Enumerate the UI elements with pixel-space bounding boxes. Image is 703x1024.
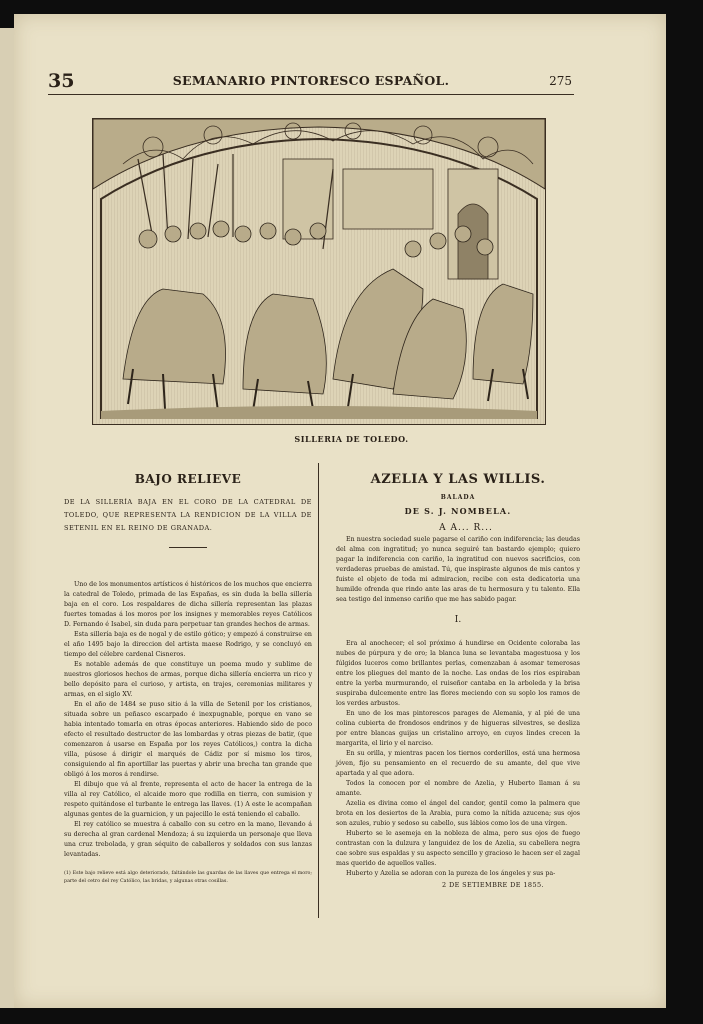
previous-page-edge xyxy=(0,28,14,1008)
engraving-illustration xyxy=(92,118,546,425)
engraving-drawing xyxy=(93,119,545,424)
paragraph: En el año de 1484 se puso sitio á la villa de Setenil por los cristianos, situada sobre un peñasco escarpado é inexpugnable, porque en vano se habia intentado tomarla en otras épocas anteriores. Habiendo sido de poco efecto el resultado destructor de las lombardas y otras piezas de batir, (que comenzaron á usarse en España por los reyes Católicos,) contra la dicha villa, púsose á dirigir el marqués de Cádiz por sí mismo los tiros, consiguiendo al fin aportillar las puertas y abrir una brecha tan grande que obligó á los moros á rendirse. xyxy=(64,701,312,778)
paragraph: Era al anochecer; el sol próximo á hundirse en Ocidente coloraba las nubes de púrpura y de oro; la blanca luna se levantaba magestuosa y los fúlgidos luceros como brillantes perlas, comenzaban á asomar temerosas entre los pliegues del manto de la noche. Las ondas de los rios espiraban entre la yerba murmurando, el ruiseñor cantaba en la arboleda y la brisa suspiraba dulcemente entre las flores meciendo con su soplo los ramos de los verdes arbustos. xyxy=(336,640,580,707)
right-column xyxy=(336,472,580,889)
page-number: 275 xyxy=(549,74,572,88)
column-divider xyxy=(318,463,319,918)
paragraph: Es notable además de que constituye un poema mudo y sublime de nuestros gloriosos hechos de armas, porque dicha sillería encierra un rico y bello depósito para el curioso, y artista, en trajes, ceremonias militares y armas, en el siglo XV. xyxy=(64,661,312,698)
left-article-title: BAJO RELIEVE xyxy=(134,472,242,486)
short-rule xyxy=(169,547,207,548)
dedication-paragraph: En nuestra sociedad suele pagarse el cariño con indiferencia; las deudas del alma con ingratitud; yo nunca seguiré tan bastardo ejemplo; quiero pagar la indiferencia con cariño, la ingratitud con nuevos sacrificios, con verdaderas pruebas de amistad. Tú, que inspiraste algunos de mis cantos y fuiste el objeto de toda mi admiracion, recibe con esta dedicatoria una humilde ofrenda que rindo ante las aras de tu hermosura y tu talento. Ella sea testigo del inmenso cariño que me has sabido pagar. xyxy=(336,536,580,603)
paragraph: Todos la conocen por el nombre de Azelia, y Huberto llaman á su amante. xyxy=(336,780,580,797)
issue-number: 35 xyxy=(48,70,75,92)
illustration-caption: SILLERIA DE TOLEDO. xyxy=(294,434,409,444)
paragraph: El dibujo que vá al frente, representa el acto de hacer la entrega de la villa al rey Católico, el alcaide moro que rodilla en tierra, con sumision y respeto quitándose el turbante le entrega las llaves. (1) A este le acompañan algunas gentes de la guarnicion, y un pajecillo le está teniendo el caballo. xyxy=(64,781,312,818)
paragraph: Huberto y Azelia se adoran con la pureza de los ángeles y sus pa- xyxy=(346,870,556,877)
section-number: I. xyxy=(454,615,462,625)
genre-label: BALADA xyxy=(440,494,476,501)
paragraph: Esta sillería baja es de nogal y de estilo gótico; y empezó á construirse en el año 1495 bajo la direccion del artista maese Rodrigo, y se concluyó en tiempo del célebre cardenal Cisneros. xyxy=(64,631,312,658)
left-column xyxy=(64,472,312,891)
page-header xyxy=(48,60,574,95)
paragraph: Huberto se le asemeja en la nobleza de alma, pero sus ojos de fuego contrastan con la dulzura y languidez de los de Azelia, su cabellera negra cae sobre sus espaldas y su aspecto sencillo y gracioso le hacen ser el zagal mas querido de aquellos valles. xyxy=(336,830,580,867)
ground xyxy=(101,406,537,419)
castle xyxy=(283,159,498,279)
footnote: (1) Este bajo relieve está algo deteriorado, faltándole las guardas de las llaves que entrega el moro; parte del cetro del rey Católico, las bridas, y algunas otras cosillas. xyxy=(64,871,312,884)
author-line: DE S. J. NOMBELA. xyxy=(404,506,512,516)
paragraph: En su orilla, y mientras pacen los tiernos corderillos, está una hermosa jóven, fijo su pensamiento en el recuerdo de su amante, del que vive apartada y al que adora. xyxy=(336,750,580,777)
issue-date: 2 DE SETIEMBRE DE 1855. xyxy=(441,881,544,889)
paragraph: El rey católico se muestra á caballo con su cetro en la mano, llevando á su derecha al gran cardenal Mendoza; á su izquierda un personaje que lleva una cruz trebolada, y gran séquito de caballeros y soldados con sus lanzas levantadas. xyxy=(64,821,312,858)
dedication: A A... R... xyxy=(439,523,493,533)
right-article-title: AZELIA Y LAS WILLIS. xyxy=(370,472,546,487)
publication-title: SEMANARIO PINTORESCO ESPAÑOL. xyxy=(172,73,450,88)
paragraph: En uno de los mas pintorescos parages de Alemania, y al pié de una colina cubierta de frondosos endrinos y de higueras silvestres, se desliza por entre blancas guijas un cristalino arroyo, en cuyos lindes crecen la margarita, el lirio y el narciso. xyxy=(336,710,580,747)
left-article-subtitle: DE LA SILLERÍA BAJA EN EL CORO DE LA CATEDRAL DE TOLEDO, QUE REPRESENTA LA RENDICION DE LA VILLA DE SETENIL EN EL REINO DE GRANADA. xyxy=(64,498,312,532)
paragraph: Uno de los monumentos artísticos é históricos de los muchos que encierra la catedral de Toledo, primada de las Españas, es sin duda la bella sillería baja en el coro. Los respaldares de dicha sillería representan las plazas fuertes tomadas á los moros por los insignes y memorables reyes Católicos D. Fernando é Isabel, sin duda para perpetuar tan grandes hechos de armas. xyxy=(64,581,312,628)
paragraph: Azelia es divina como el ángel del candor, gentil como la palmera que brota en los desiertos de la Arabia, pura como la nítida azucena; sus ojos son azules, rubio y sedoso su cabello, sus lábios como los de una vírgen. xyxy=(336,800,580,827)
